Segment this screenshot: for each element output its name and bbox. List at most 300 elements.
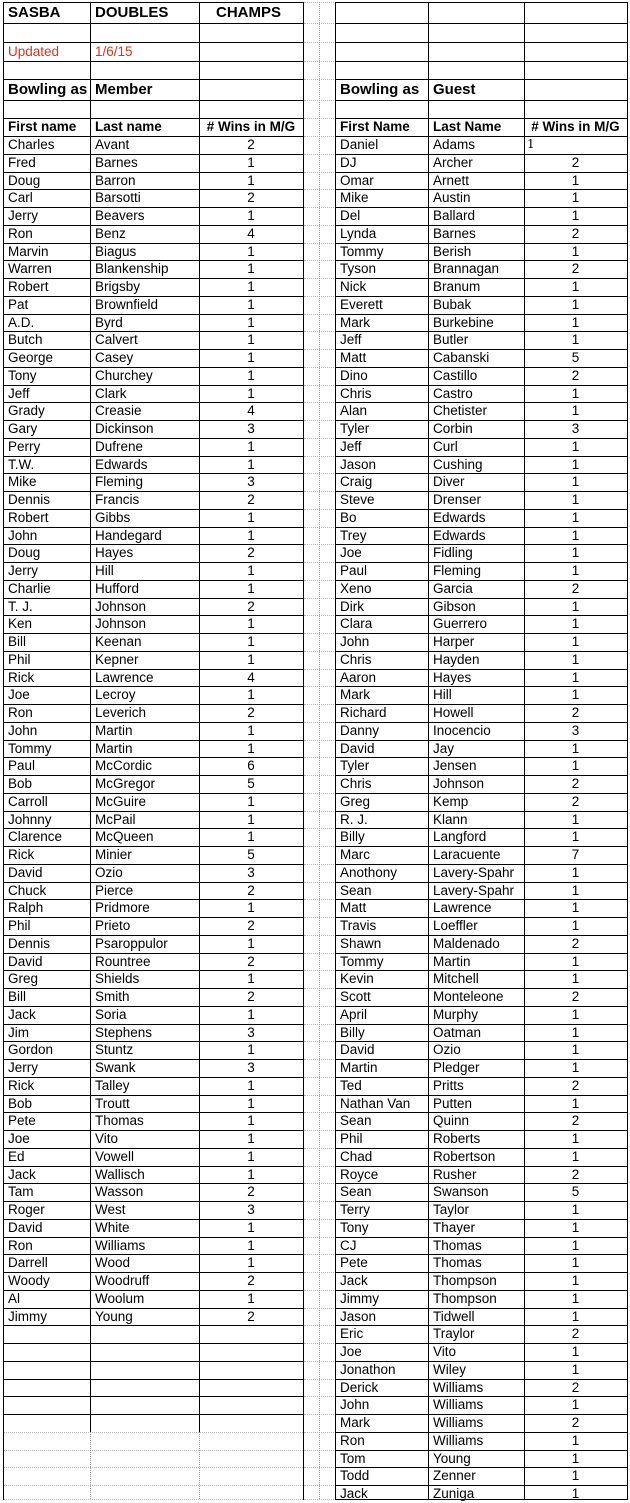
member-wins[interactable]: 2 [247, 137, 255, 152]
guest-wins[interactable]: 1 [571, 1397, 580, 1413]
member-wins[interactable]: 2 [247, 1184, 255, 1200]
member-wins[interactable]: 2 [247, 882, 255, 898]
guest-wins[interactable]: 1 [571, 669, 580, 685]
member-wins[interactable]: 1 [247, 722, 255, 738]
guest-wins[interactable]: 1 [527, 137, 535, 151]
member-first-name[interactable]: Jerry [8, 208, 38, 223]
guest-last-name[interactable]: Castillo [433, 367, 478, 383]
guest-first-name[interactable]: Mark [340, 1415, 370, 1430]
member-first-name[interactable]: Jack [8, 1166, 36, 1182]
member-wins[interactable]: 1 [247, 385, 255, 401]
guest-last-name[interactable]: Klann [433, 811, 468, 827]
guest-first-name[interactable]: Sean [340, 1184, 372, 1200]
guest-first-name[interactable]: Nathan Van [340, 1095, 411, 1111]
member-first-name[interactable]: John [8, 527, 38, 543]
guest-first-name[interactable]: Everett [340, 296, 383, 312]
guest-first-name[interactable]: Jeff [340, 438, 362, 454]
guest-first-name[interactable]: Dino [340, 367, 368, 383]
guest-last-name[interactable]: Austin [433, 190, 471, 206]
member-wins[interactable]: 2 [247, 1273, 255, 1288]
member-first-name[interactable]: Ed [8, 1148, 25, 1164]
guest-last-name[interactable]: Swanson [433, 1184, 489, 1200]
guest-wins[interactable]: 2 [571, 776, 580, 791]
guest-wins[interactable]: 1 [571, 1237, 580, 1253]
member-first-name[interactable]: David [8, 953, 43, 969]
member-wins[interactable]: 1 [247, 1237, 255, 1253]
guest-first-name[interactable]: Jack [340, 1273, 368, 1288]
member-first-name[interactable]: Joe [8, 687, 30, 703]
guest-wins[interactable]: 1 [571, 687, 580, 703]
guest-first-name[interactable]: Tyler [340, 758, 370, 774]
member-last-name[interactable]: Shields [95, 971, 140, 987]
guest-last-name[interactable]: Williams [433, 1397, 484, 1413]
member-last-name[interactable]: Brownfield [95, 296, 159, 312]
member-last-name[interactable]: Martin [95, 722, 133, 738]
member-last-name[interactable]: Wood [95, 1255, 131, 1271]
guest-wins[interactable]: 2 [571, 1166, 580, 1182]
member-wins[interactable]: 1 [247, 296, 255, 312]
guest-wins[interactable]: 2 [571, 1113, 580, 1129]
member-wins[interactable]: 3 [247, 1202, 255, 1217]
guest-last-name[interactable]: Branum [433, 279, 481, 294]
guest-first-name[interactable]: Paul [340, 563, 368, 578]
guest-last-name[interactable]: Murphy [433, 1006, 479, 1022]
member-first-name[interactable]: Tam [8, 1184, 34, 1200]
guest-last-name[interactable]: Cabanski [433, 350, 490, 365]
member-first-name[interactable]: Mike [8, 474, 37, 490]
guest-wins[interactable]: 2 [571, 705, 580, 720]
guest-first-name[interactable]: Chris [340, 651, 372, 667]
member-last-name[interactable]: Barsotti [95, 190, 141, 206]
guest-last-name[interactable]: Corbin [433, 421, 473, 436]
guest-last-name[interactable]: Bubak [433, 296, 472, 312]
guest-last-name[interactable]: Archer [433, 154, 473, 170]
guest-wins[interactable]: 1 [571, 811, 580, 827]
member-last-name[interactable]: Vito [95, 1131, 119, 1146]
guest-wins[interactable]: 5 [571, 350, 580, 365]
member-first-name[interactable]: Rick [8, 1077, 35, 1093]
guest-wins[interactable]: 1 [571, 243, 580, 259]
guest-first-name[interactable]: Royce [340, 1166, 379, 1182]
member-last-name[interactable]: McQueen [95, 829, 154, 845]
guest-first-name[interactable]: DJ [340, 154, 357, 170]
member-section-label[interactable]: Bowling as [8, 81, 88, 98]
member-first-name[interactable]: Darrell [8, 1255, 48, 1271]
guest-wins[interactable]: 2 [571, 793, 580, 809]
member-first-name[interactable]: Robert [8, 509, 49, 525]
guest-wins[interactable]: 2 [571, 154, 580, 170]
guest-wins[interactable]: 1 [571, 1148, 580, 1164]
member-last-name[interactable]: Rountree [95, 953, 151, 969]
title-cell[interactable]: DOUBLES [95, 4, 169, 21]
guest-first-name[interactable]: Sean [340, 882, 372, 898]
member-wins[interactable]: 2 [247, 989, 255, 1004]
guest-first-name[interactable]: Derick [340, 1379, 379, 1395]
member-wins[interactable]: 2 [247, 1308, 255, 1324]
member-last-name[interactable]: Talley [95, 1077, 130, 1093]
member-first-name[interactable]: George [8, 350, 54, 365]
guest-wins[interactable]: 1 [571, 740, 580, 756]
guest-first-name[interactable]: Clara [340, 616, 373, 632]
guest-first-name[interactable]: David [340, 740, 375, 756]
guest-last-name[interactable]: Edwards [433, 509, 486, 525]
member-wins[interactable]: 1 [247, 900, 255, 916]
member-last-name[interactable]: Hufford [95, 580, 140, 596]
guest-wins[interactable]: 2 [571, 989, 580, 1004]
member-wins[interactable]: 1 [247, 1148, 255, 1164]
member-wins[interactable]: 2 [247, 953, 255, 969]
member-first-name[interactable]: Grady [8, 403, 45, 419]
member-first-name[interactable]: Phil [8, 918, 31, 933]
member-wins[interactable]: 1 [247, 172, 255, 188]
member-wins[interactable]: 1 [247, 1131, 255, 1146]
member-first-name[interactable]: Charles [8, 137, 55, 152]
member-first-name[interactable]: Jack [8, 1006, 36, 1022]
member-last-name[interactable]: Stephens [95, 1024, 153, 1040]
guest-wins[interactable]: 2 [571, 261, 580, 277]
member-first-name[interactable]: Woody [8, 1273, 50, 1288]
member-wins[interactable]: 4 [247, 225, 255, 241]
guest-first-name[interactable]: Jason [340, 1308, 377, 1324]
guest-wins[interactable]: 1 [571, 527, 580, 543]
guest-last-name[interactable]: Zenner [433, 1468, 476, 1484]
member-first-name[interactable]: John [8, 722, 38, 738]
guest-wins[interactable]: 1 [571, 563, 580, 578]
guest-last-name[interactable]: Hill [433, 687, 452, 703]
guest-first-name[interactable]: Bo [340, 509, 357, 525]
guest-header-wins[interactable]: # Wins in M/G [531, 119, 620, 134]
guest-wins[interactable]: 1 [571, 634, 580, 649]
guest-first-name[interactable]: Kevin [340, 971, 374, 987]
member-last-name[interactable]: Johnson [95, 616, 147, 632]
member-last-name[interactable]: McGregor [95, 776, 156, 791]
member-first-name[interactable]: Greg [8, 971, 39, 987]
title-cell[interactable]: SASBA [8, 4, 61, 21]
member-first-name[interactable]: Bill [8, 634, 27, 649]
guest-last-name[interactable]: Oatman [433, 1024, 482, 1040]
guest-first-name[interactable]: Marc [340, 847, 370, 862]
member-last-name[interactable]: Hayes [95, 545, 134, 561]
guest-wins[interactable]: 1 [571, 1486, 580, 1501]
guest-last-name[interactable]: Johnson [433, 776, 485, 791]
guest-last-name[interactable]: Fidling [433, 545, 473, 561]
guest-first-name[interactable]: Tyler [340, 421, 370, 436]
member-first-name[interactable]: A.D. [8, 314, 35, 330]
member-wins[interactable]: 4 [247, 403, 255, 419]
member-last-name[interactable]: Clark [95, 385, 127, 401]
member-wins[interactable]: 1 [247, 509, 255, 525]
guest-first-name[interactable]: Ron [340, 1432, 365, 1448]
guest-wins[interactable]: 1 [571, 758, 580, 774]
guest-wins[interactable]: 5 [571, 1184, 580, 1200]
member-wins[interactable]: 6 [247, 758, 255, 774]
guest-last-name[interactable]: Drenser [433, 492, 482, 507]
member-wins[interactable]: 1 [247, 616, 255, 632]
member-last-name[interactable]: Lawrence [95, 669, 154, 685]
guest-last-name[interactable]: Hayden [433, 651, 480, 667]
member-wins[interactable]: 3 [247, 1060, 255, 1075]
member-last-name[interactable]: Handegard [95, 527, 162, 543]
member-first-name[interactable]: Johnny [8, 811, 52, 827]
member-first-name[interactable]: Bill [8, 989, 27, 1004]
guest-header-last[interactable]: Last Name [433, 119, 502, 134]
member-first-name[interactable]: T.W. [8, 456, 35, 472]
member-last-name[interactable]: Soria [95, 1006, 127, 1022]
member-last-name[interactable]: West [95, 1202, 126, 1217]
member-first-name[interactable]: Ken [8, 616, 33, 632]
guest-first-name[interactable]: Alan [340, 403, 368, 419]
updated-label[interactable]: Updated [8, 44, 60, 59]
member-first-name[interactable]: Jimmy [8, 1308, 47, 1324]
guest-first-name[interactable]: Sean [340, 1113, 372, 1129]
member-wins[interactable]: 1 [247, 350, 255, 365]
member-wins[interactable]: 1 [247, 1113, 255, 1129]
guest-wins[interactable]: 1 [571, 598, 580, 614]
guest-wins[interactable]: 1 [571, 190, 580, 206]
guest-wins[interactable]: 1 [571, 545, 580, 561]
guest-first-name[interactable]: Danny [340, 722, 380, 738]
member-first-name[interactable]: Tony [8, 367, 37, 383]
guest-first-name[interactable]: Joe [340, 1344, 362, 1359]
member-last-name[interactable]: Pridmore [95, 900, 150, 916]
guest-wins[interactable]: 7 [571, 847, 580, 862]
member-wins[interactable]: 1 [247, 279, 255, 294]
member-last-name[interactable]: Fleming [95, 474, 144, 490]
guest-first-name[interactable]: Tommy [340, 243, 384, 259]
guest-last-name[interactable]: Howell [433, 705, 474, 720]
guest-last-name[interactable]: Thompson [433, 1290, 497, 1306]
guest-last-name[interactable]: Quinn [433, 1113, 470, 1129]
guest-last-name[interactable]: Harper [433, 634, 475, 649]
member-wins[interactable]: 5 [247, 847, 255, 862]
member-wins[interactable]: 1 [247, 456, 255, 472]
member-last-name[interactable]: Hill [95, 563, 114, 578]
guest-last-name[interactable]: Pritts [433, 1077, 464, 1093]
guest-last-name[interactable]: Martin [433, 953, 471, 969]
guest-first-name[interactable]: Mike [340, 190, 369, 206]
member-first-name[interactable]: Rick [8, 847, 35, 862]
guest-first-name[interactable]: Shawn [340, 935, 382, 951]
guest-wins[interactable]: 1 [571, 1308, 580, 1324]
member-wins[interactable]: 1 [247, 580, 255, 596]
member-first-name[interactable]: Charlie [8, 580, 51, 596]
guest-first-name[interactable]: Tom [340, 1450, 366, 1466]
guest-first-name[interactable]: Tyson [340, 261, 377, 277]
guest-wins[interactable]: 1 [571, 651, 580, 667]
guest-wins[interactable]: 1 [571, 1095, 580, 1111]
member-last-name[interactable]: McGuire [95, 793, 147, 809]
guest-last-name[interactable]: Thayer [433, 1219, 476, 1235]
guest-last-name[interactable]: Taylor [433, 1202, 470, 1217]
guest-first-name[interactable]: Greg [340, 793, 371, 809]
guest-last-name[interactable]: Cushing [433, 456, 483, 472]
guest-last-name[interactable]: Castro [433, 385, 473, 401]
guest-last-name[interactable]: Inocencio [433, 722, 491, 738]
guest-first-name[interactable]: Daniel [340, 137, 379, 152]
guest-last-name[interactable]: Lavery-Spahr [433, 882, 515, 898]
guest-first-name[interactable]: Xeno [340, 580, 372, 596]
guest-wins[interactable]: 2 [571, 580, 580, 596]
member-wins[interactable]: 1 [247, 971, 255, 987]
guest-wins[interactable]: 1 [571, 1060, 580, 1075]
member-last-name[interactable]: Troutt [95, 1095, 130, 1111]
member-last-name[interactable]: Wasson [95, 1184, 144, 1200]
member-wins[interactable]: 5 [247, 776, 255, 791]
guest-wins[interactable]: 3 [571, 421, 580, 436]
member-wins[interactable]: 1 [247, 154, 255, 170]
member-first-name[interactable]: T. J. [8, 598, 33, 614]
member-first-name[interactable]: Gordon [8, 1042, 54, 1058]
guest-last-name[interactable]: Langford [433, 829, 487, 845]
guest-first-name[interactable]: Mark [340, 314, 370, 330]
member-last-name[interactable]: Dickinson [95, 421, 154, 436]
member-first-name[interactable]: Dennis [8, 935, 51, 951]
member-first-name[interactable]: Jerry [8, 563, 38, 578]
guest-first-name[interactable]: Scott [340, 989, 371, 1004]
member-wins[interactable]: 1 [247, 367, 255, 383]
member-last-name[interactable]: Woolum [95, 1290, 145, 1306]
member-first-name[interactable]: Jim [8, 1024, 29, 1040]
guest-wins[interactable]: 1 [571, 1432, 580, 1448]
member-wins[interactable]: 1 [247, 563, 255, 578]
guest-last-name[interactable]: Ballard [433, 208, 476, 223]
guest-first-name[interactable]: Omar [340, 172, 374, 188]
member-first-name[interactable]: Jerry [8, 1060, 38, 1075]
guest-first-name[interactable]: Steve [340, 492, 375, 507]
guest-first-name[interactable]: Aaron [340, 669, 377, 685]
guest-last-name[interactable]: Ozio [433, 1042, 461, 1058]
guest-wins[interactable]: 1 [571, 474, 580, 490]
member-last-name[interactable]: Young [95, 1308, 133, 1324]
member-wins[interactable]: 1 [247, 1042, 255, 1058]
member-wins[interactable]: 1 [247, 1219, 255, 1235]
member-last-name[interactable]: Barron [95, 172, 136, 188]
guest-wins[interactable]: 1 [571, 829, 580, 845]
member-last-name[interactable]: Blankenship [95, 261, 169, 277]
title-cell[interactable]: CHAMPS [216, 4, 282, 21]
guest-wins[interactable]: 1 [571, 918, 580, 933]
guest-first-name[interactable]: Richard [340, 705, 387, 720]
member-last-name[interactable]: Creasie [95, 403, 142, 419]
guest-section-label[interactable]: Bowling as [340, 81, 420, 98]
guest-wins[interactable]: 3 [571, 722, 580, 738]
guest-last-name[interactable]: Jay [433, 740, 455, 756]
member-first-name[interactable]: Ralph [8, 900, 44, 916]
member-last-name[interactable]: White [95, 1219, 130, 1235]
member-first-name[interactable]: Fred [8, 154, 36, 170]
guest-wins[interactable]: 1 [571, 492, 580, 507]
member-wins[interactable]: 2 [247, 545, 255, 561]
guest-last-name[interactable]: Edwards [433, 527, 486, 543]
guest-first-name[interactable]: Eric [340, 1326, 364, 1342]
guest-first-name[interactable]: Tommy [340, 953, 384, 969]
member-wins[interactable]: 1 [247, 1290, 255, 1306]
member-first-name[interactable]: Dennis [8, 492, 51, 507]
guest-wins[interactable]: 1 [571, 403, 580, 419]
guest-last-name[interactable]: Jensen [433, 758, 477, 774]
guest-last-name[interactable]: Barnes [433, 225, 476, 241]
member-last-name[interactable]: Psaroppulor [95, 935, 168, 951]
member-first-name[interactable]: Jeff [8, 385, 30, 401]
guest-wins[interactable]: 2 [571, 225, 580, 241]
guest-last-name[interactable]: Chetister [433, 403, 488, 419]
guest-last-name[interactable]: Kemp [433, 793, 469, 809]
member-first-name[interactable]: Carl [8, 190, 33, 206]
guest-last-name[interactable]: Monteleone [433, 989, 504, 1004]
guest-wins[interactable]: 1 [571, 509, 580, 525]
guest-last-name[interactable]: Fleming [433, 563, 482, 578]
member-last-name[interactable]: Francis [95, 492, 140, 507]
member-first-name[interactable]: Pete [8, 1113, 36, 1129]
guest-last-name[interactable]: Adams [433, 137, 476, 152]
member-first-name[interactable]: Warren [8, 261, 52, 277]
member-wins[interactable]: 1 [247, 332, 255, 348]
guest-first-name[interactable]: Billy [340, 1024, 365, 1040]
guest-last-name[interactable]: Hayes [433, 669, 472, 685]
member-last-name[interactable]: Benz [95, 225, 126, 241]
guest-last-name[interactable]: Rusher [433, 1166, 477, 1182]
member-last-name[interactable]: Minier [95, 847, 132, 862]
guest-first-name[interactable]: Jonathon [340, 1361, 396, 1377]
member-wins[interactable]: 1 [247, 527, 255, 543]
guest-wins[interactable]: 1 [571, 1006, 580, 1022]
guest-last-name[interactable]: Laracuente [433, 847, 501, 862]
guest-first-name[interactable]: John [340, 634, 370, 649]
member-last-name[interactable]: Biagus [95, 243, 137, 259]
member-wins[interactable]: 1 [247, 243, 255, 259]
member-last-name[interactable]: Williams [95, 1237, 146, 1253]
member-wins[interactable]: 1 [247, 793, 255, 809]
guest-last-name[interactable]: Mitchell [433, 971, 479, 987]
guest-wins[interactable]: 1 [571, 882, 580, 898]
guest-wins[interactable]: 1 [571, 1468, 580, 1484]
member-first-name[interactable]: Bob [8, 776, 33, 791]
member-last-name[interactable]: Keenan [95, 634, 142, 649]
guest-wins[interactable]: 1 [571, 438, 580, 454]
guest-first-name[interactable]: R. J. [340, 811, 368, 827]
guest-wins[interactable]: 1 [571, 900, 580, 916]
member-last-name[interactable]: Johnson [95, 598, 147, 614]
guest-first-name[interactable]: John [340, 1397, 370, 1413]
member-last-name[interactable]: Churchey [95, 367, 153, 383]
guest-first-name[interactable]: Phil [340, 1131, 363, 1146]
member-wins[interactable]: 2 [247, 918, 255, 933]
guest-last-name[interactable]: Butler [433, 332, 469, 348]
member-wins[interactable]: 3 [247, 421, 255, 436]
member-last-name[interactable]: Vowell [95, 1148, 135, 1164]
guest-wins[interactable]: 2 [571, 367, 580, 383]
member-first-name[interactable]: Pat [8, 296, 29, 312]
member-wins[interactable]: 1 [247, 314, 255, 330]
member-last-name[interactable]: Thomas [95, 1113, 144, 1129]
member-wins[interactable]: 1 [247, 438, 255, 454]
member-header-first[interactable]: First name [8, 119, 77, 134]
guest-first-name[interactable]: Billy [340, 829, 365, 845]
guest-first-name[interactable]: Pete [340, 1255, 368, 1271]
guest-last-name[interactable]: Vito [433, 1344, 457, 1359]
guest-first-name[interactable]: Ted [340, 1077, 362, 1093]
member-wins[interactable]: 2 [247, 705, 255, 720]
guest-wins[interactable]: 2 [571, 1326, 580, 1342]
member-last-name[interactable]: Casey [95, 350, 134, 365]
guest-wins[interactable]: 2 [571, 1379, 580, 1395]
member-first-name[interactable]: David [8, 864, 43, 880]
guest-wins[interactable]: 1 [571, 1024, 580, 1040]
guest-last-name[interactable]: Lawrence [433, 900, 492, 916]
guest-wins[interactable]: 1 [571, 1361, 580, 1377]
member-first-name[interactable]: Butch [8, 332, 43, 348]
member-last-name[interactable]: Beavers [95, 208, 145, 223]
